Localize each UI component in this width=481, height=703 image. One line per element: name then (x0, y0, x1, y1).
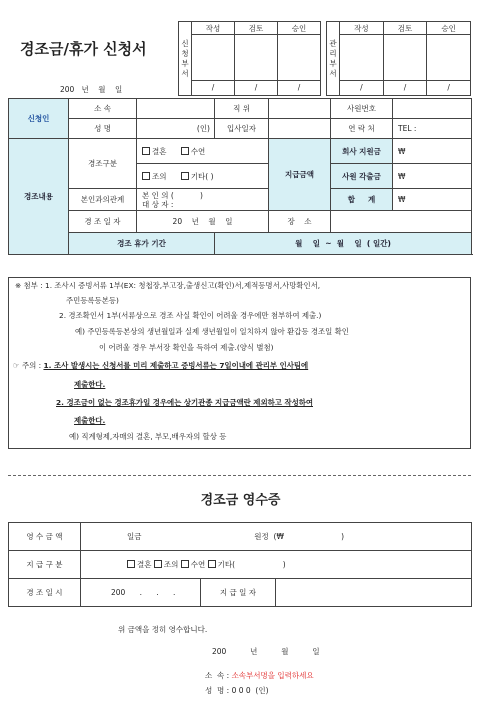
approval-date-cell[interactable]: / (192, 80, 235, 95)
note-line: 1. 조사 발생시는 신청서를 미리 제출하고 증빙서류는 7일이내에 관리부 인사팀에 (43, 361, 309, 370)
option-checkbox[interactable] (181, 172, 214, 181)
contact-label: 연 락 처 (331, 119, 393, 139)
notes-box (8, 277, 471, 449)
approval-side-label: 신청부서 (179, 22, 192, 96)
form-title: 경조금/휴가 신청서 (20, 40, 147, 58)
approval-sign-cell[interactable] (278, 35, 321, 81)
relation-self[interactable]: 본 인 의 ( ) (142, 190, 203, 200)
employee-contribution-field[interactable]: ₩ (393, 164, 472, 189)
option-label: 기타( ) (190, 171, 214, 181)
tel-field[interactable]: TEL : (393, 119, 472, 139)
total-field[interactable]: ₩ (393, 189, 472, 211)
position-field[interactable] (269, 99, 331, 119)
option-checkbox[interactable] (181, 147, 206, 156)
caution-label: ☞ 주의 : (13, 361, 44, 370)
option-label: 수연 (190, 560, 206, 569)
note-line: 예) 직계형제,자매의 결혼, 부모,배우자의 할상 등 (69, 432, 227, 441)
name-field[interactable] (137, 119, 215, 139)
applicant-header: 신청인 (9, 99, 69, 139)
event-date-field[interactable]: 20 년 월 일 (137, 211, 269, 233)
relation-label: 본인과의관계 (69, 189, 137, 211)
approval-sign-cell[interactable] (192, 35, 235, 81)
option-label: 결혼 (137, 560, 152, 569)
seal-mark: (인) (196, 124, 210, 133)
option-label: 결혼 (152, 146, 167, 156)
leave-period-field[interactable]: 월 일 ~ 월 일 ( 일간) (215, 233, 472, 255)
option-label: 수연 (190, 146, 206, 156)
cut-line (8, 475, 471, 476)
total-label: 합 계 (331, 189, 393, 211)
position-label: 직 위 (215, 99, 269, 119)
receipt-dept-label: 소 속 : (205, 671, 230, 680)
note-line: ※ 첨부 : 1. 조사시 증빙서류 1부(EX: 청첩장,부고장,출생신고(확인)서,제적등명서,사망확인서, (15, 281, 321, 290)
receipt-name-label: 성 명 : (205, 686, 230, 695)
approval-date-cell[interactable]: / (235, 80, 278, 95)
receipt-category-label: 지 급 구 분 (9, 551, 81, 579)
place-field[interactable] (331, 211, 472, 233)
dept-field[interactable] (137, 99, 215, 119)
approval-sign-cell[interactable] (427, 35, 471, 81)
approval-date-cell[interactable]: / (278, 80, 321, 95)
receipt-pay-date-label: 지 급 일 자 (201, 579, 276, 607)
approval-date-cell[interactable]: / (427, 80, 471, 95)
receipt-option[interactable] (127, 560, 152, 569)
note-line: 2. 경조금이 없는 경조휴가일 경우에는 상기관종 지급금액란 제외하고 작성하여 (56, 398, 313, 407)
emp-no-label: 사원번호 (331, 99, 393, 119)
company-support-label: 회사 지원금 (331, 139, 393, 164)
application-table (8, 98, 472, 255)
employee-contribution-label: 사원 각출금 (331, 164, 393, 189)
company-support-field[interactable]: ₩ (393, 139, 472, 164)
approval-box-right (326, 21, 471, 96)
receipt-option[interactable] (154, 560, 179, 569)
dept-label: 소 속 (69, 99, 137, 119)
approval-date-cell[interactable]: / (383, 80, 427, 95)
receipt-amount-label: 영 수 금 액 (9, 523, 81, 551)
receipt-amount-text[interactable]: 일금 (127, 532, 142, 541)
category-label: 경조구분 (69, 139, 137, 189)
option-label: 조의 (152, 171, 167, 181)
approval-sign-cell[interactable] (340, 35, 384, 81)
receipt-sign-date: 200 년 월 일 (212, 647, 320, 656)
receipt-table (8, 522, 472, 607)
approval-col: 검토 (383, 22, 427, 35)
approval-col: 승인 (278, 22, 321, 35)
note-line: 제출한다. (74, 380, 106, 389)
approval-side-label: 관리부서 (327, 22, 340, 96)
leave-period-label: 경조 휴가 기간 (69, 233, 215, 255)
receipt-dept-placeholder[interactable]: 소속부서명을 입력하세요 (231, 671, 314, 680)
form-date-line: 200 년 월 일 (60, 85, 123, 94)
approval-col: 검토 (235, 22, 278, 35)
amount-header: 지급금액 (269, 139, 331, 211)
approval-box-left (178, 21, 321, 96)
details-header: 경조내용 (9, 139, 69, 255)
approval-sign-cell[interactable] (235, 35, 278, 81)
approval-col: 작성 (192, 22, 235, 35)
note-line: 제출한다. (74, 416, 106, 425)
join-date-field[interactable] (269, 119, 331, 139)
emp-no-field[interactable] (393, 99, 472, 119)
join-date-label: 입사일자 (215, 119, 269, 139)
approval-col: 작성 (340, 22, 384, 35)
note-line: 이 어려울 경우 부서장 확인을 득하여 제출.(양식 별첨) (99, 343, 274, 352)
receipt-pay-date-field[interactable] (276, 579, 472, 607)
receipt-option[interactable] (181, 560, 206, 569)
option-label: 조의 (163, 560, 179, 569)
receipt-date-label: 경 조 일 시 (9, 579, 81, 607)
approval-sign-cell[interactable] (383, 35, 427, 81)
note-line: 예) 주민등록등본상의 생년월일과 실제 생년월일이 일치하지 않아 환갑등 경조일 확인 (75, 327, 349, 336)
receipt-date-field[interactable]: 200 . . . (81, 579, 201, 607)
approval-col: 승인 (427, 22, 471, 35)
event-date-label: 경 조 일 자 (69, 211, 137, 233)
receipt-amount-won[interactable]: 원정 (₩ ) (254, 532, 345, 541)
note-line: 주민등록등본등) (66, 296, 119, 305)
approval-date-cell[interactable]: / (340, 80, 384, 95)
relation-target[interactable]: 대 상 자 : (142, 199, 174, 209)
place-label: 장 소 (269, 211, 331, 233)
option-label: 기타( ) (217, 560, 286, 569)
receipt-title: 경조금 영수증 (200, 493, 281, 508)
option-checkbox[interactable] (142, 147, 167, 156)
option-checkbox[interactable] (142, 172, 167, 181)
receipt-option[interactable] (208, 560, 286, 569)
receipt-name-field[interactable]: 0 0 0 (인) (231, 686, 269, 695)
name-label: 성 명 (69, 119, 137, 139)
receipt-confirm: 위 금액을 정히 영수합니다. (118, 625, 208, 634)
note-line: 2. 경조확인서 1부(서류상으로 경조 사실 확인이 어려울 경우에만 첨부하여 제출.) (59, 311, 322, 320)
